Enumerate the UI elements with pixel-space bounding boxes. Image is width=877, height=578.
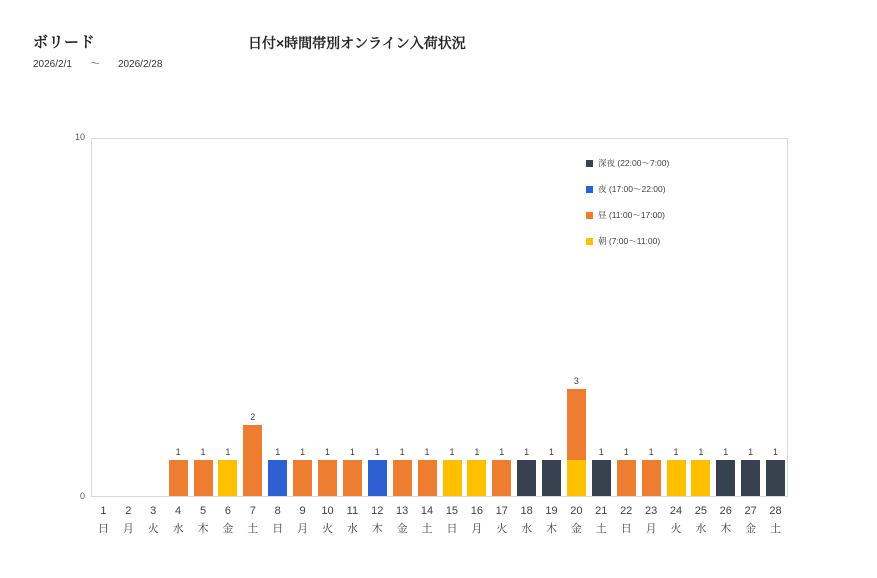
x-axis-tick-weekday: 火 (496, 523, 508, 535)
x-axis-tick-group (91, 503, 788, 553)
bar-value-label: 1 (673, 447, 679, 458)
x-axis-tick-weekday: 土 (595, 523, 607, 535)
x-axis-tick-weekday: 土 (247, 523, 259, 535)
x-axis-tick-day: 3 (150, 505, 157, 517)
x-axis-tick-day: 28 (769, 505, 782, 517)
x-axis-tick (240, 503, 265, 538)
bar-value-label: 1 (748, 447, 754, 458)
x-axis-tick-day: 7 (249, 505, 256, 517)
bar-segment[interactable] (642, 460, 661, 496)
x-axis-tick-day: 18 (520, 505, 533, 517)
bar-segment[interactable] (268, 460, 287, 496)
legend-swatch-icon (586, 186, 593, 193)
bar-segment[interactable] (517, 460, 536, 496)
x-axis-tick-weekday: 土 (770, 523, 782, 535)
bar-segment[interactable] (418, 460, 437, 496)
x-axis-tick (589, 503, 614, 538)
bar-segment[interactable] (617, 460, 636, 496)
x-axis-tick-weekday: 木 (371, 523, 383, 535)
x-axis-tick-weekday: 月 (297, 523, 309, 535)
bar-segment[interactable] (218, 460, 237, 496)
x-axis-tick (440, 503, 465, 538)
x-axis-tick-weekday: 日 (446, 523, 458, 535)
x-axis-tick-day: 11 (346, 505, 359, 517)
bar-value-label: 1 (499, 447, 505, 458)
bar-segment[interactable] (169, 460, 188, 496)
x-axis-tick-weekday: 水 (172, 523, 184, 535)
bar-segment[interactable] (691, 460, 710, 496)
bar-value-label: 1 (474, 447, 480, 458)
x-axis-tick (464, 503, 489, 538)
bar-value-label: 1 (773, 447, 779, 458)
date-range-end: 2026/2/28 (117, 59, 163, 70)
x-axis-tick (265, 503, 290, 538)
x-axis-tick (91, 503, 116, 538)
x-axis-tick-weekday: 金 (396, 523, 408, 535)
bar-segment[interactable] (741, 460, 760, 496)
x-axis-tick-weekday: 木 (720, 523, 732, 535)
x-axis-tick-weekday: 水 (346, 523, 358, 535)
legend-item[interactable] (586, 228, 696, 254)
x-axis-tick-weekday: 水 (521, 523, 533, 535)
x-axis-tick-day: 25 (694, 505, 707, 517)
x-axis-tick (415, 503, 440, 538)
x-axis-tick (688, 503, 713, 538)
legend-item[interactable] (586, 176, 696, 202)
x-axis-tick-day: 23 (644, 505, 658, 517)
x-axis-tick-day: 6 (224, 505, 231, 517)
x-axis-tick-day: 21 (595, 505, 608, 517)
x-axis-tick-day: 20 (570, 505, 583, 517)
x-axis-tick-weekday: 月 (122, 523, 134, 535)
bar-value-label: 1 (623, 447, 629, 458)
x-axis-tick (664, 503, 689, 538)
x-axis-tick-weekday: 火 (147, 523, 159, 535)
bar-value-label: 1 (225, 447, 231, 458)
legend-item-label: 朝 (7:00〜11:00) (598, 236, 661, 246)
x-axis-tick-day: 17 (495, 505, 508, 517)
bar-segment[interactable] (293, 460, 312, 496)
x-axis-tick-weekday: 日 (272, 523, 284, 535)
date-range-start: 2026/2/1 (33, 59, 72, 70)
legend-item-label: 昼 (11:00〜17:00) (598, 210, 665, 220)
x-axis-tick-day: 5 (199, 505, 207, 517)
bar-segment[interactable] (592, 460, 611, 496)
x-axis-tick (315, 503, 340, 538)
bar-value-label: 1 (200, 447, 206, 458)
y-axis-tick-max: 10 (74, 132, 85, 142)
x-axis-tick (738, 503, 763, 538)
date-range (33, 55, 162, 70)
x-axis-tick (215, 503, 240, 538)
x-axis-tick-weekday: 月 (645, 523, 657, 535)
volume-label: ボリード (33, 34, 96, 51)
bar-segment[interactable] (467, 460, 486, 496)
bar-value-label: 1 (175, 447, 181, 458)
bar-segment[interactable] (542, 460, 561, 496)
x-axis-tick-day: 26 (719, 505, 732, 517)
bar-value-label: 1 (449, 447, 455, 458)
bar-segment[interactable] (716, 460, 735, 496)
bar-value-label: 3 (573, 375, 579, 386)
bar-value-label: 1 (424, 447, 430, 458)
x-axis-tick-weekday: 日 (620, 523, 632, 535)
legend-swatch-icon (586, 160, 593, 167)
legend-swatch-icon (586, 238, 593, 245)
x-axis-tick (340, 503, 365, 538)
x-axis-tick (191, 503, 216, 538)
x-axis-tick (365, 503, 390, 538)
x-axis-tick-weekday: 金 (570, 523, 582, 535)
bar-value-label: 1 (349, 447, 355, 458)
x-axis-tick-day: 19 (545, 505, 558, 517)
x-axis-tick-weekday: 土 (421, 523, 433, 535)
bar-segment[interactable] (766, 460, 785, 496)
legend-item[interactable] (586, 150, 696, 176)
x-axis-tick (763, 503, 788, 538)
x-axis-tick (489, 503, 514, 538)
x-axis-tick (290, 503, 315, 538)
x-axis-tick-day: 12 (371, 505, 384, 517)
x-axis-tick-weekday: 日 (97, 523, 109, 535)
x-axis-tick-weekday: 木 (197, 523, 209, 535)
chart-legend (586, 150, 696, 254)
x-axis-tick-day: 2 (125, 505, 132, 517)
bar-segment[interactable] (667, 460, 686, 496)
x-axis-tick (639, 503, 664, 538)
x-axis-tick (514, 503, 539, 538)
x-axis-tick-weekday: 月 (471, 523, 483, 535)
x-axis-tick-day: 27 (744, 505, 757, 517)
x-axis-tick-day: 1 (100, 505, 107, 517)
x-axis-tick-day: 24 (669, 505, 683, 517)
x-axis-tick (713, 503, 738, 538)
bar-value-label: 1 (300, 447, 306, 458)
x-axis-tick-day: 13 (396, 505, 409, 517)
bar-segment[interactable] (243, 425, 262, 496)
x-axis-tick-day: 9 (299, 505, 306, 517)
bar-segment[interactable] (567, 389, 586, 460)
x-axis-tick-day: 8 (274, 505, 281, 517)
x-axis-tick-weekday: 水 (695, 523, 707, 535)
bar-value-label: 1 (723, 447, 729, 458)
bar-segment[interactable] (318, 460, 337, 496)
x-axis-tick (390, 503, 415, 538)
bar-value-label: 2 (250, 411, 256, 422)
bar-segment[interactable] (393, 460, 412, 496)
x-axis-tick-weekday: 金 (222, 523, 234, 535)
bar-value-label: 1 (598, 447, 604, 458)
bar-segment[interactable] (492, 460, 511, 496)
x-axis-tick-day: 4 (175, 505, 182, 517)
x-axis-tick (116, 503, 141, 538)
bar-value-label: 1 (374, 447, 380, 458)
x-axis-tick-day: 14 (420, 505, 434, 517)
bar-value-label: 1 (275, 447, 281, 458)
legend-item-label: 深夜 (22:00〜7:00) (598, 158, 670, 168)
date-range-separator: ～ (89, 59, 100, 70)
legend-swatch-icon (586, 212, 593, 219)
x-axis-tick-weekday: 金 (745, 523, 757, 535)
x-axis-tick-weekday: 火 (670, 523, 682, 535)
x-axis-tick-day: 22 (620, 505, 633, 517)
x-axis-tick-day: 15 (445, 505, 459, 517)
chart-title: 日付×時間帯別オンライン入荷状況 (248, 35, 466, 51)
x-axis-tick-day: 10 (321, 505, 334, 517)
x-axis-tick (614, 503, 639, 538)
legend-item[interactable] (586, 202, 696, 228)
x-axis-tick (539, 503, 564, 538)
legend-item-label: 夜 (17:00〜22:00) (598, 184, 666, 194)
x-axis-tick (141, 503, 166, 538)
bar-segment[interactable] (443, 460, 462, 496)
bar-value-label: 1 (648, 447, 654, 458)
bar-value-label: 1 (524, 447, 530, 458)
x-axis-tick-day: 16 (470, 505, 483, 517)
bar-segment[interactable] (343, 460, 362, 496)
x-axis-tick-weekday: 火 (321, 523, 333, 535)
bar-value-label: 1 (324, 447, 330, 458)
x-axis-tick-weekday: 木 (546, 523, 557, 535)
bar-segment[interactable] (567, 460, 586, 496)
bar-value-label: 1 (549, 447, 555, 458)
bar-value-label: 1 (399, 447, 405, 458)
bar-value-label: 1 (698, 447, 704, 458)
bar-segment[interactable] (194, 460, 213, 496)
x-axis-tick (166, 503, 191, 538)
y-axis-tick-min: 0 (79, 491, 85, 501)
x-axis-tick (564, 503, 589, 538)
bar-segment[interactable] (368, 460, 387, 496)
